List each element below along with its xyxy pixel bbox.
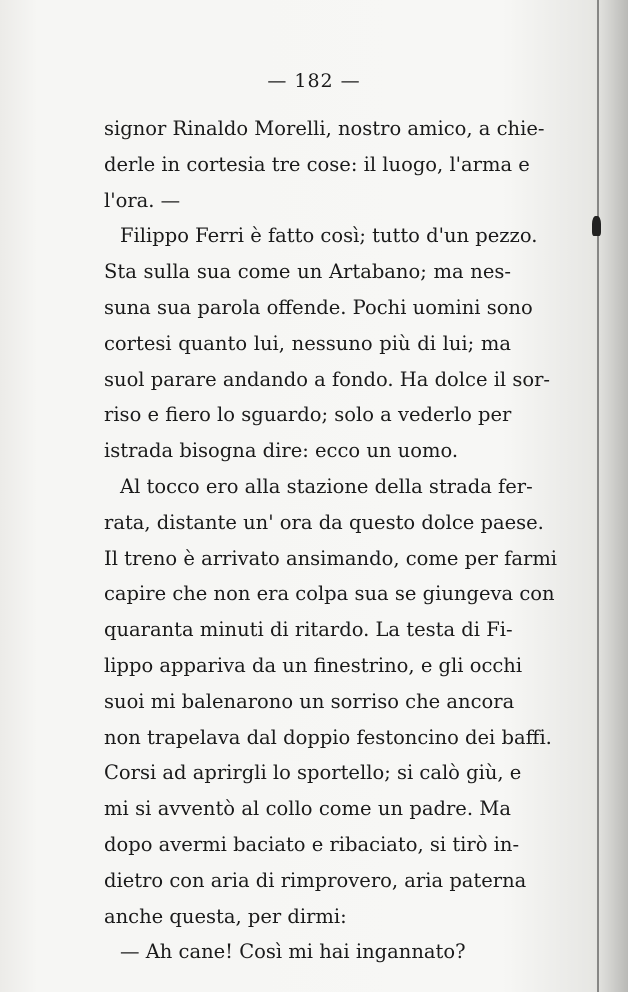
- text-line: lippo appariva da un finestrino, e gli occhi: [104, 653, 523, 677]
- page-number: — 182 —: [267, 70, 361, 92]
- text-line: suol parare andando a fondo. Ha dolce il sor-: [104, 367, 551, 391]
- text-line: quaranta minuti di ritardo. La testa di Fi-: [104, 618, 513, 642]
- text-line: cortesi quanto lui, nessuno più di lui; ma: [104, 331, 511, 355]
- page-fold-line: [597, 0, 599, 992]
- text-line: riso e fiero lo sguardo; solo a vederlo per: [104, 403, 512, 427]
- body-text: [104, 111, 558, 970]
- text-line: l'ora. —: [104, 188, 181, 212]
- text-line: suoi mi balenarono un sorriso che ancora: [104, 689, 515, 713]
- text-line: signor Rinaldo Morelli, nostro amico, a chie-: [104, 117, 545, 140]
- text-line: Il treno è arrivato ansimando, come per farmi: [104, 546, 558, 570]
- text-line: suna sua parola offende. Pochi uomini sono: [104, 295, 533, 319]
- ink-mark: [592, 216, 601, 236]
- text-line: anche questa, per dirmi:: [104, 904, 347, 928]
- text-line: mi si avventò al collo come un padre. Ma: [104, 797, 511, 821]
- text-line: Corsi ad aprirgli lo sportello; si calò giù, e: [104, 761, 522, 785]
- text-line: dietro con aria di rimprovero, aria paterna: [104, 868, 527, 892]
- text-line: Al tocco ero alla stazione della strada fer-: [120, 474, 533, 498]
- text-line: rata, distante un' ora da questo dolce paese.: [104, 510, 544, 534]
- text-line: Filippo Ferri è fatto così; tutto d'un pezzo.: [120, 224, 538, 248]
- spine-shadow: [594, 0, 628, 992]
- text-line: — Ah cane! Così mi hai ingannato?: [120, 940, 466, 964]
- text-line: non trapelava dal doppio festoncino dei baffi.: [104, 725, 552, 749]
- text-line: dopo avermi baciato e ribaciato, si tirò in-: [104, 832, 520, 856]
- text-line: Sta sulla sua come un Artabano; ma nes-: [104, 260, 511, 284]
- text-line: capire che non era colpa sua se giungeva con: [104, 582, 555, 606]
- text-line: istrada bisogna dire: ecco un uomo.: [104, 439, 459, 463]
- text-line: derle in cortesia tre cose: il luogo, l'arma e: [104, 152, 530, 176]
